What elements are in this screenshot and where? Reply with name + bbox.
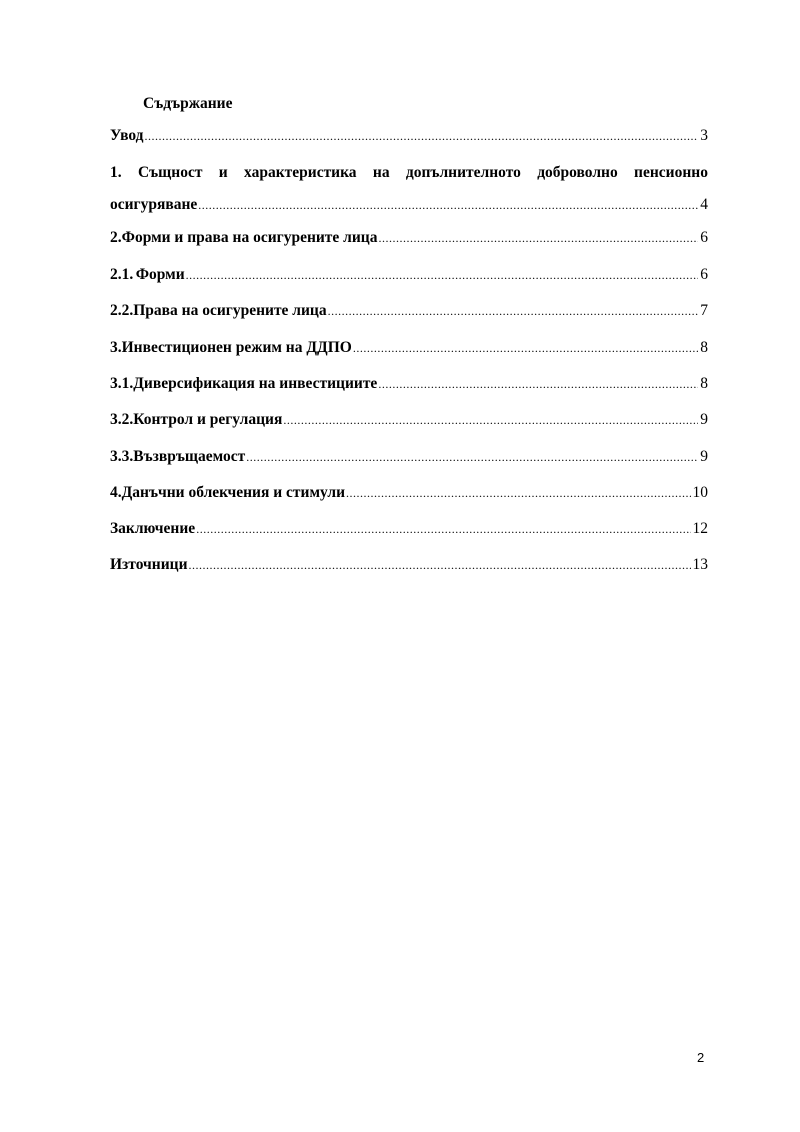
dot-leader [328, 301, 699, 321]
dot-leader [186, 265, 699, 285]
toc-entry-word: пенсионно [634, 164, 708, 181]
toc-title: Съдържание [143, 95, 233, 112]
toc-entry-text: Източници [110, 556, 188, 573]
toc-entry-word: допълнителното [405, 164, 521, 181]
toc-entry-2-2[interactable] [110, 301, 708, 321]
toc-entry-3-1[interactable] [110, 374, 708, 394]
dot-leader [198, 195, 698, 215]
toc-entry-text: осигуряване [110, 196, 198, 213]
toc-entry-text: Права на осигурените лица [133, 302, 327, 319]
toc-page-number: 13 [692, 556, 708, 573]
toc-entry-num: 2. [110, 229, 122, 246]
toc-entry-4[interactable] [110, 483, 708, 503]
toc-entry-intro[interactable] [110, 126, 708, 146]
toc-page-number: 12 [692, 520, 708, 537]
toc-entry-text: Форми и права на осигурените лица [121, 229, 378, 246]
toc-entry-3[interactable] [110, 338, 708, 358]
toc-page-number: 3 [700, 127, 708, 144]
toc-entry-word: доброволно [537, 164, 618, 181]
toc-entry-text: Диверсификация на инвестициите [133, 375, 378, 392]
toc-page-number: 8 [700, 375, 708, 392]
toc-entry-2[interactable] [110, 228, 708, 248]
dot-leader [145, 126, 699, 146]
toc-entry-2-1[interactable] [110, 265, 708, 285]
toc-page-number: 4 [700, 196, 708, 213]
dot-leader [246, 447, 698, 467]
toc-entry-1[interactable] [110, 163, 708, 215]
toc-page-number: 9 [700, 411, 708, 428]
toc-entry-sources[interactable] [110, 555, 708, 575]
dot-leader [196, 519, 690, 539]
toc-entry-text: Данъчни облекчения и стимули [121, 484, 346, 501]
dot-leader [378, 228, 698, 248]
toc-entry-text: Възвръщаемост [133, 448, 246, 465]
toc-entry-num: 2.1. [110, 266, 134, 283]
toc-page-number: 6 [700, 229, 708, 246]
toc-entry-num: 4. [110, 484, 122, 501]
toc-entry-word: Същност [137, 164, 203, 181]
toc-entry-3-3[interactable] [110, 447, 708, 467]
toc-entry-num: 1. [110, 164, 122, 181]
toc-entry-word: характеристика [244, 164, 357, 181]
toc-page-number: 9 [700, 448, 708, 465]
dot-leader [346, 483, 690, 503]
dot-leader [189, 555, 691, 575]
toc-entry-text: Форми [135, 266, 185, 283]
toc-entry-text: Заключение [110, 520, 196, 537]
toc-entry-text: Контрол и регулация [133, 411, 283, 428]
toc-entry-num: 3. [110, 339, 122, 356]
dot-leader [283, 410, 698, 430]
toc-entry-conclusion[interactable] [110, 519, 708, 539]
toc-entry-line [110, 163, 708, 183]
toc-entry-text: Инвестиционен режим на ДДПО [121, 339, 352, 356]
toc-page-number: 7 [700, 302, 708, 319]
dot-leader [378, 374, 698, 394]
toc-page-number: 10 [692, 484, 708, 501]
toc-entry-num: 3.3. [110, 448, 134, 465]
toc-page-number: 8 [700, 339, 708, 356]
toc-entry-word: и [218, 164, 228, 181]
toc-entry-num: 3.2. [110, 411, 134, 428]
dot-leader [353, 338, 698, 358]
toc-entry-text: Увод [110, 127, 144, 144]
toc-entry-word: на [372, 164, 390, 181]
toc-entry-num: 3.1. [110, 375, 134, 392]
toc-page-number: 6 [700, 266, 708, 283]
page-number-footer: 2 [697, 1050, 705, 1065]
toc-entry-3-2[interactable] [110, 410, 708, 430]
toc-entry-num: 2.2. [110, 302, 134, 319]
